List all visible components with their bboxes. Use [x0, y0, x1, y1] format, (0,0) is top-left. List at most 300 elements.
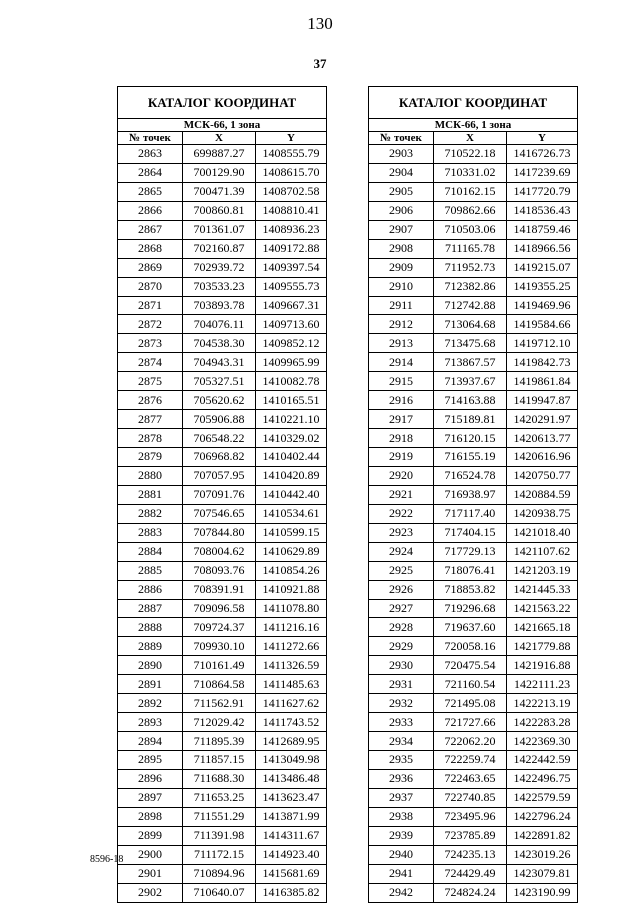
point-number-cell: 2920	[369, 466, 434, 485]
x-coordinate-cell: 700129.90	[183, 163, 256, 182]
table-row	[118, 334, 327, 353]
table-zone: МСК-66, 1 зона	[118, 119, 327, 132]
table-row	[369, 883, 578, 902]
point-number-cell: 2910	[369, 277, 434, 296]
table-row	[118, 561, 327, 580]
x-coordinate-cell: 713937.67	[434, 372, 507, 391]
x-coordinate-cell: 717404.15	[434, 523, 507, 542]
x-coordinate-cell: 704538.30	[183, 334, 256, 353]
y-coordinate-cell: 1409667.31	[256, 296, 327, 315]
y-coordinate-cell: 1423079.81	[507, 864, 578, 883]
point-number-cell: 2933	[369, 713, 434, 732]
y-coordinate-cell: 1422579.59	[507, 788, 578, 807]
x-coordinate-cell: 711172.15	[183, 845, 256, 864]
point-number-cell: 2863	[118, 145, 183, 164]
x-coordinate-cell: 712742.88	[434, 296, 507, 315]
table-row	[369, 751, 578, 770]
x-coordinate-cell: 700860.81	[183, 201, 256, 220]
y-coordinate-cell: 1420291.97	[507, 410, 578, 429]
y-coordinate-cell: 1422796.24	[507, 807, 578, 826]
x-coordinate-cell: 719637.60	[434, 618, 507, 637]
x-coordinate-cell: 721495.08	[434, 694, 507, 713]
y-coordinate-cell: 1410329.02	[256, 429, 327, 448]
table-row	[369, 334, 578, 353]
point-number-cell: 2911	[369, 296, 434, 315]
point-number-cell: 2866	[118, 201, 183, 220]
y-coordinate-cell: 1409397.54	[256, 258, 327, 277]
y-coordinate-cell: 1409172.88	[256, 239, 327, 258]
point-number-cell: 2887	[118, 599, 183, 618]
point-number-cell: 2876	[118, 391, 183, 410]
point-number-cell: 2874	[118, 353, 183, 372]
y-coordinate-cell: 1418536.43	[507, 201, 578, 220]
table-row	[118, 542, 327, 561]
y-coordinate-cell: 1411078.80	[256, 599, 327, 618]
y-coordinate-cell: 1411216.16	[256, 618, 327, 637]
point-number-cell: 2873	[118, 334, 183, 353]
point-number-cell: 2929	[369, 637, 434, 656]
y-coordinate-cell: 1419842.73	[507, 353, 578, 372]
point-number-cell: 2912	[369, 315, 434, 334]
x-coordinate-cell: 709930.10	[183, 637, 256, 656]
x-coordinate-cell: 717117.40	[434, 504, 507, 523]
point-number-cell: 2926	[369, 580, 434, 599]
table-row	[118, 788, 327, 807]
x-coordinate-cell: 707057.95	[183, 466, 256, 485]
y-coordinate-cell: 1417720.79	[507, 182, 578, 201]
point-number-cell: 2902	[118, 883, 183, 902]
point-number-cell: 2901	[118, 864, 183, 883]
x-coordinate-cell: 711165.78	[434, 239, 507, 258]
x-coordinate-cell: 707844.80	[183, 523, 256, 542]
x-coordinate-cell: 722463.65	[434, 769, 507, 788]
page-number: 130	[307, 14, 333, 33]
point-number-cell: 2879	[118, 448, 183, 467]
point-number-cell: 2892	[118, 694, 183, 713]
table-row	[118, 694, 327, 713]
y-coordinate-cell: 1422111.23	[507, 675, 578, 694]
x-coordinate-cell: 711952.73	[434, 258, 507, 277]
x-coordinate-cell: 717729.13	[434, 542, 507, 561]
table-row	[118, 637, 327, 656]
table-row	[118, 448, 327, 467]
y-coordinate-cell: 1415681.69	[256, 864, 327, 883]
y-coordinate-cell: 1421779.88	[507, 637, 578, 656]
y-coordinate-cell: 1420938.75	[507, 504, 578, 523]
table-row	[369, 145, 578, 164]
y-coordinate-cell: 1410165.51	[256, 391, 327, 410]
y-coordinate-cell: 1411272.66	[256, 637, 327, 656]
point-number-cell: 2922	[369, 504, 434, 523]
table-row	[118, 145, 327, 164]
y-coordinate-cell: 1409555.73	[256, 277, 327, 296]
y-coordinate-cell: 1420750.77	[507, 466, 578, 485]
table-row	[369, 353, 578, 372]
x-coordinate-cell: 705906.88	[183, 410, 256, 429]
table-zone: МСК-66, 1 зона	[369, 119, 578, 132]
y-coordinate-cell: 1410921.88	[256, 580, 327, 599]
x-coordinate-cell: 707546.65	[183, 504, 256, 523]
y-coordinate-cell: 1410442.40	[256, 485, 327, 504]
table-row	[369, 618, 578, 637]
column-header-point: № точек	[118, 132, 183, 145]
table-row	[118, 751, 327, 770]
x-coordinate-cell: 707091.76	[183, 485, 256, 504]
x-coordinate-cell: 723785.89	[434, 826, 507, 845]
x-coordinate-cell: 710640.07	[183, 883, 256, 902]
x-coordinate-cell: 722259.74	[434, 751, 507, 770]
table-row	[118, 732, 327, 751]
point-number-cell: 2904	[369, 163, 434, 182]
y-coordinate-cell: 1417239.69	[507, 163, 578, 182]
column-header-point: № точек	[369, 132, 434, 145]
x-coordinate-cell: 716120.15	[434, 429, 507, 448]
table-row	[118, 675, 327, 694]
y-coordinate-cell: 1421563.22	[507, 599, 578, 618]
y-coordinate-cell: 1410420.89	[256, 466, 327, 485]
point-number-cell: 2871	[118, 296, 183, 315]
table-row	[369, 807, 578, 826]
x-coordinate-cell: 722740.85	[434, 788, 507, 807]
y-coordinate-cell: 1410402.44	[256, 448, 327, 467]
point-number-cell: 2936	[369, 769, 434, 788]
coordinate-catalog-table-right	[368, 86, 578, 903]
point-number-cell: 2914	[369, 353, 434, 372]
table-row	[118, 656, 327, 675]
point-number-cell: 2937	[369, 788, 434, 807]
table-row	[369, 864, 578, 883]
table-row	[369, 769, 578, 788]
point-number-cell: 2895	[118, 751, 183, 770]
table-row	[118, 391, 327, 410]
y-coordinate-cell: 1412689.95	[256, 732, 327, 751]
x-coordinate-cell: 724429.49	[434, 864, 507, 883]
point-number-cell: 2889	[118, 637, 183, 656]
y-coordinate-cell: 1418759.46	[507, 220, 578, 239]
table-row	[118, 504, 327, 523]
x-coordinate-cell: 709096.58	[183, 599, 256, 618]
point-number-cell: 2919	[369, 448, 434, 467]
point-number-cell: 2903	[369, 145, 434, 164]
y-coordinate-cell: 1423190.99	[507, 883, 578, 902]
table-row	[118, 163, 327, 182]
y-coordinate-cell: 1410534.61	[256, 504, 327, 523]
x-coordinate-cell: 711653.25	[183, 788, 256, 807]
y-coordinate-cell: 1414311.67	[256, 826, 327, 845]
point-number-cell: 2906	[369, 201, 434, 220]
table-title: КАТАЛОГ КООРДИНАТ	[369, 87, 578, 119]
x-coordinate-cell: 712382.86	[434, 277, 507, 296]
x-coordinate-cell: 700471.39	[183, 182, 256, 201]
y-coordinate-cell: 1410599.15	[256, 523, 327, 542]
y-coordinate-cell: 1421665.18	[507, 618, 578, 637]
table-row	[118, 296, 327, 315]
y-coordinate-cell: 1421916.88	[507, 656, 578, 675]
x-coordinate-cell: 716938.97	[434, 485, 507, 504]
x-coordinate-cell: 708004.62	[183, 542, 256, 561]
x-coordinate-cell: 710331.02	[434, 163, 507, 182]
table-row	[369, 163, 578, 182]
table-row	[118, 372, 327, 391]
x-coordinate-cell: 721727.66	[434, 713, 507, 732]
table-row	[118, 315, 327, 334]
table-row	[369, 504, 578, 523]
table-row	[118, 618, 327, 637]
point-number-cell: 2877	[118, 410, 183, 429]
table-row	[369, 485, 578, 504]
table-row	[118, 353, 327, 372]
y-coordinate-cell: 1408810.41	[256, 201, 327, 220]
point-number-cell: 2905	[369, 182, 434, 201]
point-number-cell: 2909	[369, 258, 434, 277]
x-coordinate-cell: 720475.54	[434, 656, 507, 675]
table-row	[369, 429, 578, 448]
table-row	[369, 448, 578, 467]
x-coordinate-cell: 702160.87	[183, 239, 256, 258]
table-row	[369, 410, 578, 429]
y-coordinate-cell: 1411743.52	[256, 713, 327, 732]
point-number-cell: 2899	[118, 826, 183, 845]
y-coordinate-cell: 1421445.33	[507, 580, 578, 599]
document-code: 8596-18	[90, 854, 124, 865]
point-number-cell: 2868	[118, 239, 183, 258]
point-number-cell: 2908	[369, 239, 434, 258]
x-coordinate-cell: 706968.82	[183, 448, 256, 467]
x-coordinate-cell: 723495.96	[434, 807, 507, 826]
y-coordinate-cell: 1410221.10	[256, 410, 327, 429]
y-coordinate-cell: 1420613.77	[507, 429, 578, 448]
point-number-cell: 2917	[369, 410, 434, 429]
y-coordinate-cell: 1411627.62	[256, 694, 327, 713]
table-row	[369, 220, 578, 239]
y-coordinate-cell: 1420884.59	[507, 485, 578, 504]
x-coordinate-cell: 711551.29	[183, 807, 256, 826]
y-coordinate-cell: 1413049.98	[256, 751, 327, 770]
x-coordinate-cell: 708391.91	[183, 580, 256, 599]
x-coordinate-cell: 721160.54	[434, 675, 507, 694]
x-coordinate-cell: 715189.81	[434, 410, 507, 429]
x-coordinate-cell: 720058.16	[434, 637, 507, 656]
y-coordinate-cell: 1411485.63	[256, 675, 327, 694]
point-number-cell: 2880	[118, 466, 183, 485]
x-coordinate-cell: 701361.07	[183, 220, 256, 239]
y-coordinate-cell: 1423019.26	[507, 845, 578, 864]
y-coordinate-cell: 1408615.70	[256, 163, 327, 182]
point-number-cell: 2932	[369, 694, 434, 713]
table-row	[369, 675, 578, 694]
x-coordinate-cell: 708093.76	[183, 561, 256, 580]
point-number-cell: 2907	[369, 220, 434, 239]
point-number-cell: 2875	[118, 372, 183, 391]
table-row	[369, 277, 578, 296]
point-number-cell: 2935	[369, 751, 434, 770]
table-row	[118, 580, 327, 599]
x-coordinate-cell: 710864.58	[183, 675, 256, 694]
x-coordinate-cell: 711857.15	[183, 751, 256, 770]
table-row	[369, 580, 578, 599]
table-row	[118, 410, 327, 429]
point-number-cell: 2934	[369, 732, 434, 751]
point-number-cell: 2918	[369, 429, 434, 448]
table-row	[118, 883, 327, 902]
table-row	[369, 694, 578, 713]
point-number-cell: 2885	[118, 561, 183, 580]
y-coordinate-cell: 1413623.47	[256, 788, 327, 807]
point-number-cell: 2913	[369, 334, 434, 353]
table-row	[369, 239, 578, 258]
table-row	[369, 656, 578, 675]
point-number-cell: 2891	[118, 675, 183, 694]
table-row	[369, 637, 578, 656]
x-coordinate-cell: 722062.20	[434, 732, 507, 751]
table-row	[118, 466, 327, 485]
x-coordinate-cell: 705620.62	[183, 391, 256, 410]
y-coordinate-cell: 1414923.40	[256, 845, 327, 864]
point-number-cell: 2884	[118, 542, 183, 561]
x-coordinate-cell: 724824.24	[434, 883, 507, 902]
table-row	[118, 599, 327, 618]
table-row	[118, 523, 327, 542]
table-row	[369, 258, 578, 277]
table-row	[118, 201, 327, 220]
table-row	[369, 542, 578, 561]
point-number-cell: 2890	[118, 656, 183, 675]
x-coordinate-cell: 716155.19	[434, 448, 507, 467]
y-coordinate-cell: 1422442.59	[507, 751, 578, 770]
table-row	[118, 713, 327, 732]
x-coordinate-cell: 713064.68	[434, 315, 507, 334]
x-coordinate-cell: 710894.96	[183, 864, 256, 883]
point-number-cell: 2924	[369, 542, 434, 561]
y-coordinate-cell: 1419355.25	[507, 277, 578, 296]
y-coordinate-cell: 1421018.40	[507, 523, 578, 542]
table-row	[118, 220, 327, 239]
table-row	[369, 732, 578, 751]
coordinate-catalog-table-left	[117, 86, 327, 903]
table-row	[369, 182, 578, 201]
x-coordinate-cell: 704076.11	[183, 315, 256, 334]
x-coordinate-cell: 702939.72	[183, 258, 256, 277]
point-number-cell: 2881	[118, 485, 183, 504]
y-coordinate-cell: 1410082.78	[256, 372, 327, 391]
y-coordinate-cell: 1422496.75	[507, 769, 578, 788]
y-coordinate-cell: 1408702.58	[256, 182, 327, 201]
column-header-y: Y	[507, 132, 578, 145]
point-number-cell: 2942	[369, 883, 434, 902]
point-number-cell: 2931	[369, 675, 434, 694]
table-row	[369, 372, 578, 391]
point-number-cell: 2886	[118, 580, 183, 599]
table-row	[118, 182, 327, 201]
table-row	[369, 315, 578, 334]
y-coordinate-cell: 1409852.12	[256, 334, 327, 353]
table-body	[118, 145, 327, 903]
table-row	[369, 788, 578, 807]
point-number-cell: 2927	[369, 599, 434, 618]
table-row	[369, 561, 578, 580]
point-number-cell: 2883	[118, 523, 183, 542]
table-row	[369, 201, 578, 220]
y-coordinate-cell: 1411326.59	[256, 656, 327, 675]
column-header-x: X	[183, 132, 256, 145]
table-row	[369, 845, 578, 864]
y-coordinate-cell: 1419712.10	[507, 334, 578, 353]
y-coordinate-cell: 1422283.28	[507, 713, 578, 732]
y-coordinate-cell: 1418966.56	[507, 239, 578, 258]
point-number-cell: 2864	[118, 163, 183, 182]
y-coordinate-cell: 1410629.89	[256, 542, 327, 561]
point-number-cell: 2872	[118, 315, 183, 334]
point-number-cell: 2893	[118, 713, 183, 732]
y-coordinate-cell: 1408555.79	[256, 145, 327, 164]
point-number-cell: 2921	[369, 485, 434, 504]
x-coordinate-cell: 704943.31	[183, 353, 256, 372]
point-number-cell: 2888	[118, 618, 183, 637]
y-coordinate-cell: 1409713.60	[256, 315, 327, 334]
x-coordinate-cell: 718076.41	[434, 561, 507, 580]
y-coordinate-cell: 1413871.99	[256, 807, 327, 826]
table-row	[118, 769, 327, 788]
y-coordinate-cell: 1413486.48	[256, 769, 327, 788]
table-row	[369, 713, 578, 732]
point-number-cell: 2930	[369, 656, 434, 675]
table-row	[118, 864, 327, 883]
y-coordinate-cell: 1421203.19	[507, 561, 578, 580]
x-coordinate-cell: 710522.18	[434, 145, 507, 164]
point-number-cell: 2865	[118, 182, 183, 201]
x-coordinate-cell: 716524.78	[434, 466, 507, 485]
y-coordinate-cell: 1419584.66	[507, 315, 578, 334]
point-number-cell: 2878	[118, 429, 183, 448]
y-coordinate-cell: 1408936.23	[256, 220, 327, 239]
point-number-cell: 2900	[118, 845, 183, 864]
point-number-cell: 2870	[118, 277, 183, 296]
table-row	[118, 807, 327, 826]
point-number-cell: 2894	[118, 732, 183, 751]
table-row	[369, 466, 578, 485]
point-number-cell: 2925	[369, 561, 434, 580]
x-coordinate-cell: 706548.22	[183, 429, 256, 448]
x-coordinate-cell: 714163.88	[434, 391, 507, 410]
point-number-cell: 2916	[369, 391, 434, 410]
y-coordinate-cell: 1422213.19	[507, 694, 578, 713]
point-number-cell: 2941	[369, 864, 434, 883]
x-coordinate-cell: 711562.91	[183, 694, 256, 713]
point-number-cell: 2898	[118, 807, 183, 826]
table-row	[118, 826, 327, 845]
y-coordinate-cell: 1410854.26	[256, 561, 327, 580]
table-row	[118, 277, 327, 296]
point-number-cell: 2939	[369, 826, 434, 845]
y-coordinate-cell: 1409965.99	[256, 353, 327, 372]
x-coordinate-cell: 709724.37	[183, 618, 256, 637]
point-number-cell: 2938	[369, 807, 434, 826]
x-coordinate-cell: 699887.27	[183, 145, 256, 164]
x-coordinate-cell: 712029.42	[183, 713, 256, 732]
table-row	[118, 239, 327, 258]
y-coordinate-cell: 1416726.73	[507, 145, 578, 164]
point-number-cell: 2940	[369, 845, 434, 864]
x-coordinate-cell: 709862.66	[434, 201, 507, 220]
y-coordinate-cell: 1419861.84	[507, 372, 578, 391]
x-coordinate-cell: 713475.68	[434, 334, 507, 353]
y-coordinate-cell: 1420616.96	[507, 448, 578, 467]
y-coordinate-cell: 1422369.30	[507, 732, 578, 751]
table-title: КАТАЛОГ КООРДИНАТ	[118, 87, 327, 119]
y-coordinate-cell: 1416385.82	[256, 883, 327, 902]
x-coordinate-cell: 711688.30	[183, 769, 256, 788]
x-coordinate-cell: 703533.23	[183, 277, 256, 296]
